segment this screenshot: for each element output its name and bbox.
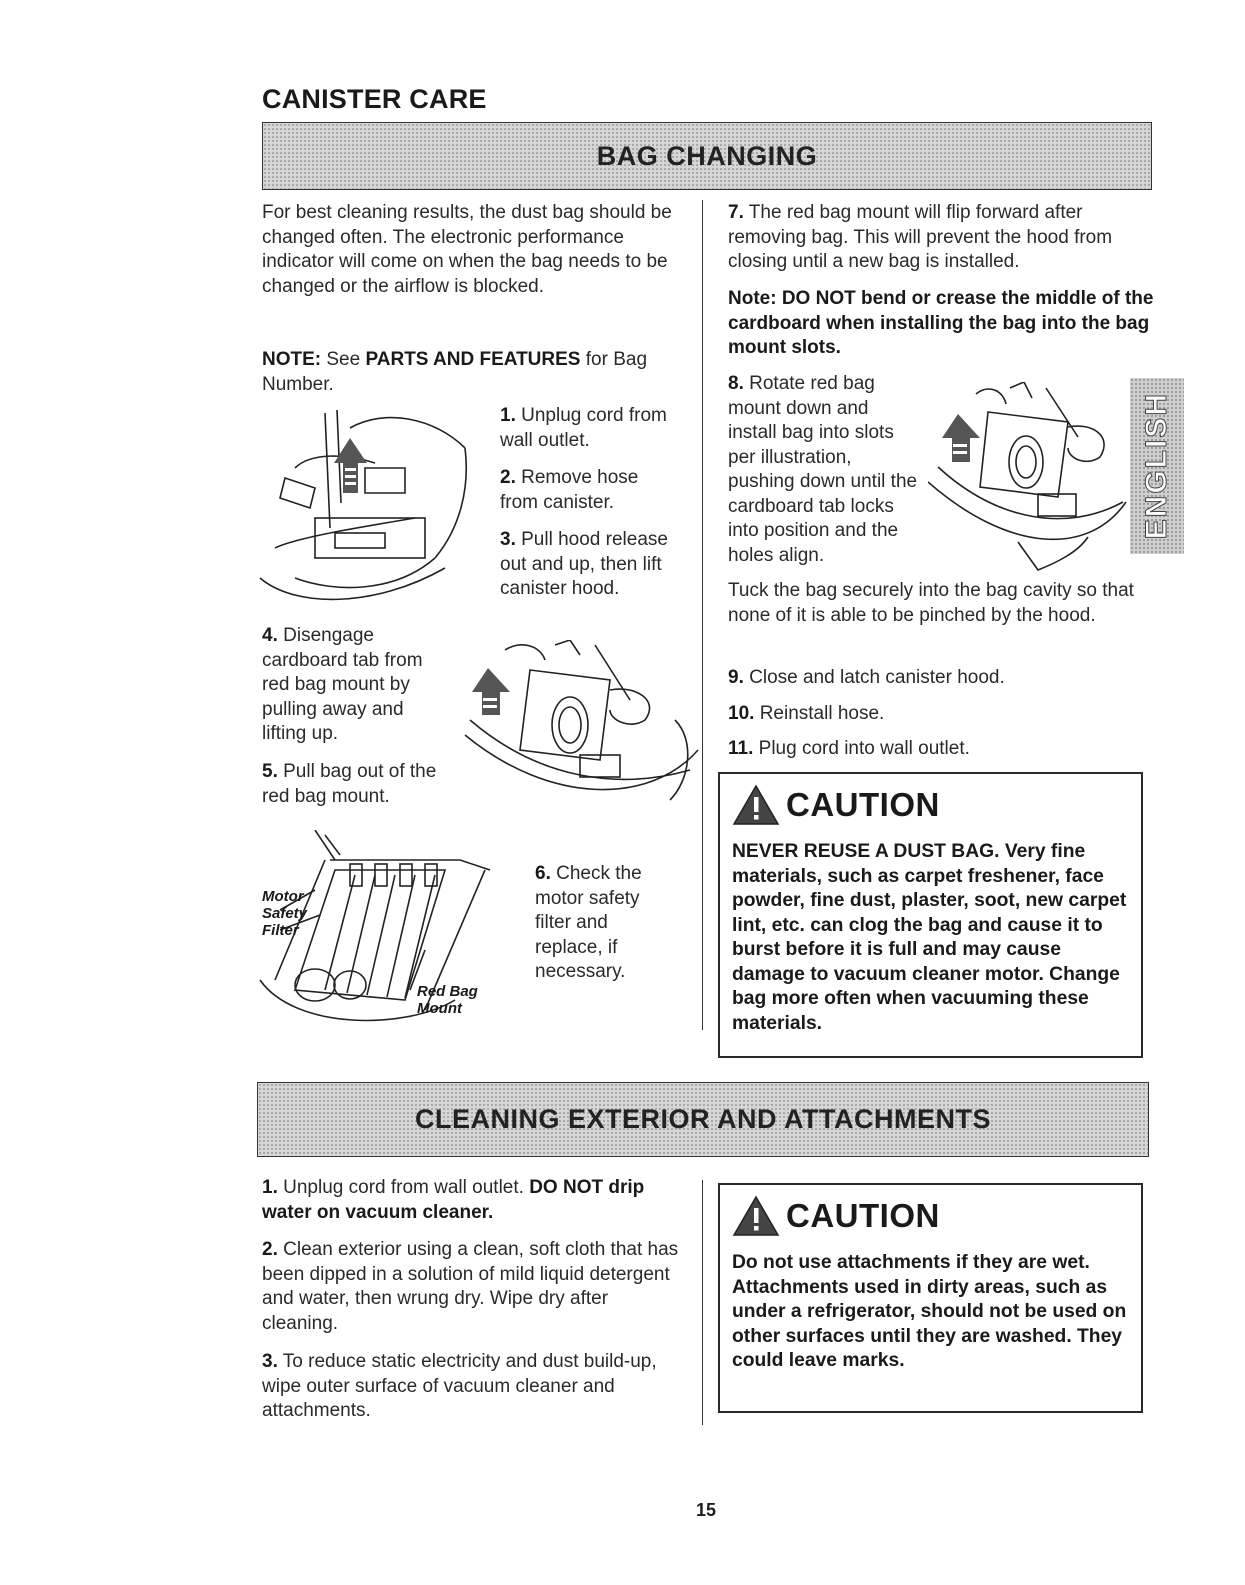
- red-bag-mount-label: [417, 983, 478, 1017]
- step-number: 9.: [728, 667, 744, 688]
- step-text: Remove hose from canister.: [500, 467, 639, 513]
- section-banner-label: CLEANING EXTERIOR AND ATTACHMENTS: [415, 1104, 991, 1134]
- step-text: Close and latch canister hood.: [743, 667, 1005, 688]
- step-2: [500, 466, 680, 515]
- label-line: Red Bag: [417, 983, 478, 1000]
- language-side-tab: [1130, 378, 1184, 554]
- step-4: [262, 624, 452, 747]
- step-text: Reinstall hose.: [754, 703, 885, 724]
- step-3: [500, 528, 680, 602]
- cleaning-step-3: [262, 1350, 682, 1424]
- step-10: [728, 702, 1148, 727]
- step-text: Disengage cardboard tab from red bag mount by pulling away and lifting up.: [262, 625, 423, 744]
- step-8: [728, 372, 918, 568]
- step-number: 4.: [262, 625, 278, 646]
- step-1: [500, 404, 680, 453]
- dust-bag-caution-box: [718, 772, 1143, 1058]
- intro-paragraph: For best cleaning results, the dust bag should be changed often. The electronic performance indicator will come on when the bag needs to be changed or the airflow is blocked.: [262, 202, 672, 297]
- step-5: [262, 760, 452, 809]
- caution-text: NEVER REUSE A DUST BAG. Very fine materials, such as carpet freshener, face powder, fine dust, plaster, soot, new carpet lint, etc. can clog the bag and cause it to burst before it is full and may cause damage to vacuum cleaner motor. Change bag more often when vacuuming these materials.: [732, 841, 1127, 1034]
- step-text: Plug cord into wall outlet.: [753, 738, 970, 759]
- step-text: Rotate red bag mount down and install bag into slots per illustration, pushing down until the cardboard tab locks into position and the holes align.: [728, 373, 918, 566]
- label-line: Filter: [262, 922, 299, 939]
- attachments-caution-box: [718, 1183, 1143, 1413]
- page-number: 15: [695, 1500, 717, 1520]
- step-warning: DO NOT drip water on vacuum cleaner.: [262, 1177, 645, 1223]
- step-text: Clean exterior using a clean, soft cloth that has been dipped in a solution of mild liquid detergent and water, then wrung dry. Wipe dry after cleaning.: [262, 1239, 679, 1334]
- step-8-continuation: Tuck the bag securely into the bag cavity so that none of it is able to be pinched by the hood.: [728, 580, 1134, 626]
- step-number: 10.: [728, 703, 755, 724]
- step-number: 3.: [500, 529, 516, 550]
- side-tab-label: ENGLISH: [1140, 392, 1173, 540]
- step-number: 8.: [728, 373, 744, 394]
- step-number: 7.: [728, 202, 744, 223]
- column-divider: [702, 200, 703, 1030]
- step-number: 6.: [535, 863, 551, 884]
- step-text: Check the motor safety filter and replace, if necessary.: [535, 863, 642, 982]
- cleaning-step-2: [262, 1238, 682, 1336]
- note-label: NOTE:: [262, 349, 322, 370]
- warning-triangle-icon: [732, 1195, 780, 1237]
- note-suffix: for Bag Number.: [262, 349, 648, 395]
- note-bold: PARTS AND FEATURES: [365, 349, 581, 370]
- caution-text: Do not use attachments if they are wet. Attachments used in dirty areas, such as under a refrigerator, should not be used on other surfaces until they are washed. They could leave marks.: [732, 1252, 1127, 1371]
- note-text: See: [321, 349, 366, 370]
- bag-install-illustration: [928, 382, 1128, 577]
- label-line: Safety: [262, 905, 308, 922]
- page-title: CANISTER CARE: [262, 84, 487, 114]
- caution-header: [732, 1195, 1129, 1237]
- step-number: 1.: [262, 1177, 278, 1198]
- step-9: [728, 666, 1148, 691]
- hood-release-illustration: [255, 408, 485, 618]
- step-text: The red bag mount will flip forward after removing bag. This will prevent the hood from closing until a new bag is installed.: [728, 202, 1113, 272]
- step-number: 11.: [728, 738, 754, 759]
- warning-triangle-icon: [732, 784, 780, 826]
- step-7: [728, 201, 1138, 275]
- cleaning-step-1: [262, 1176, 682, 1225]
- step-text: Unplug cord from wall outlet.: [277, 1177, 530, 1198]
- bag-removal-illustration: [460, 640, 700, 810]
- step-number: 2.: [500, 467, 516, 488]
- parts-note: [262, 348, 662, 397]
- section-banner-label: BAG CHANGING: [596, 140, 818, 171]
- step-text: Unplug cord from wall outlet.: [500, 405, 667, 451]
- caution-title: CAUTION: [786, 1197, 940, 1234]
- section-banner-bag-changing: [262, 122, 1152, 190]
- caution-title: CAUTION: [786, 786, 940, 823]
- motor-safety-filter-label: [262, 888, 307, 939]
- step-number: 2.: [262, 1239, 278, 1260]
- caution-header: [732, 784, 1129, 826]
- section-banner-cleaning: [257, 1082, 1149, 1157]
- step-number: 5.: [262, 761, 278, 782]
- label-line: Motor: [262, 888, 304, 905]
- step-11: [728, 737, 1148, 762]
- label-line: Mount: [417, 1000, 462, 1017]
- step-text: To reduce static electricity and dust build-up, wipe outer surface of vacuum cleaner and attachments.: [262, 1351, 657, 1421]
- step-number: 1.: [500, 405, 516, 426]
- step-text: Pull bag out of the red bag mount.: [262, 761, 437, 807]
- step-text: Pull hood release out and up, then lift canister hood.: [500, 529, 668, 599]
- step-6: [535, 862, 675, 985]
- cardboard-note: Note: DO NOT bend or crease the middle of the cardboard when installing the bag into the bag mount slots.: [728, 288, 1154, 358]
- column-divider-2: [702, 1180, 703, 1425]
- step-number: 3.: [262, 1351, 278, 1372]
